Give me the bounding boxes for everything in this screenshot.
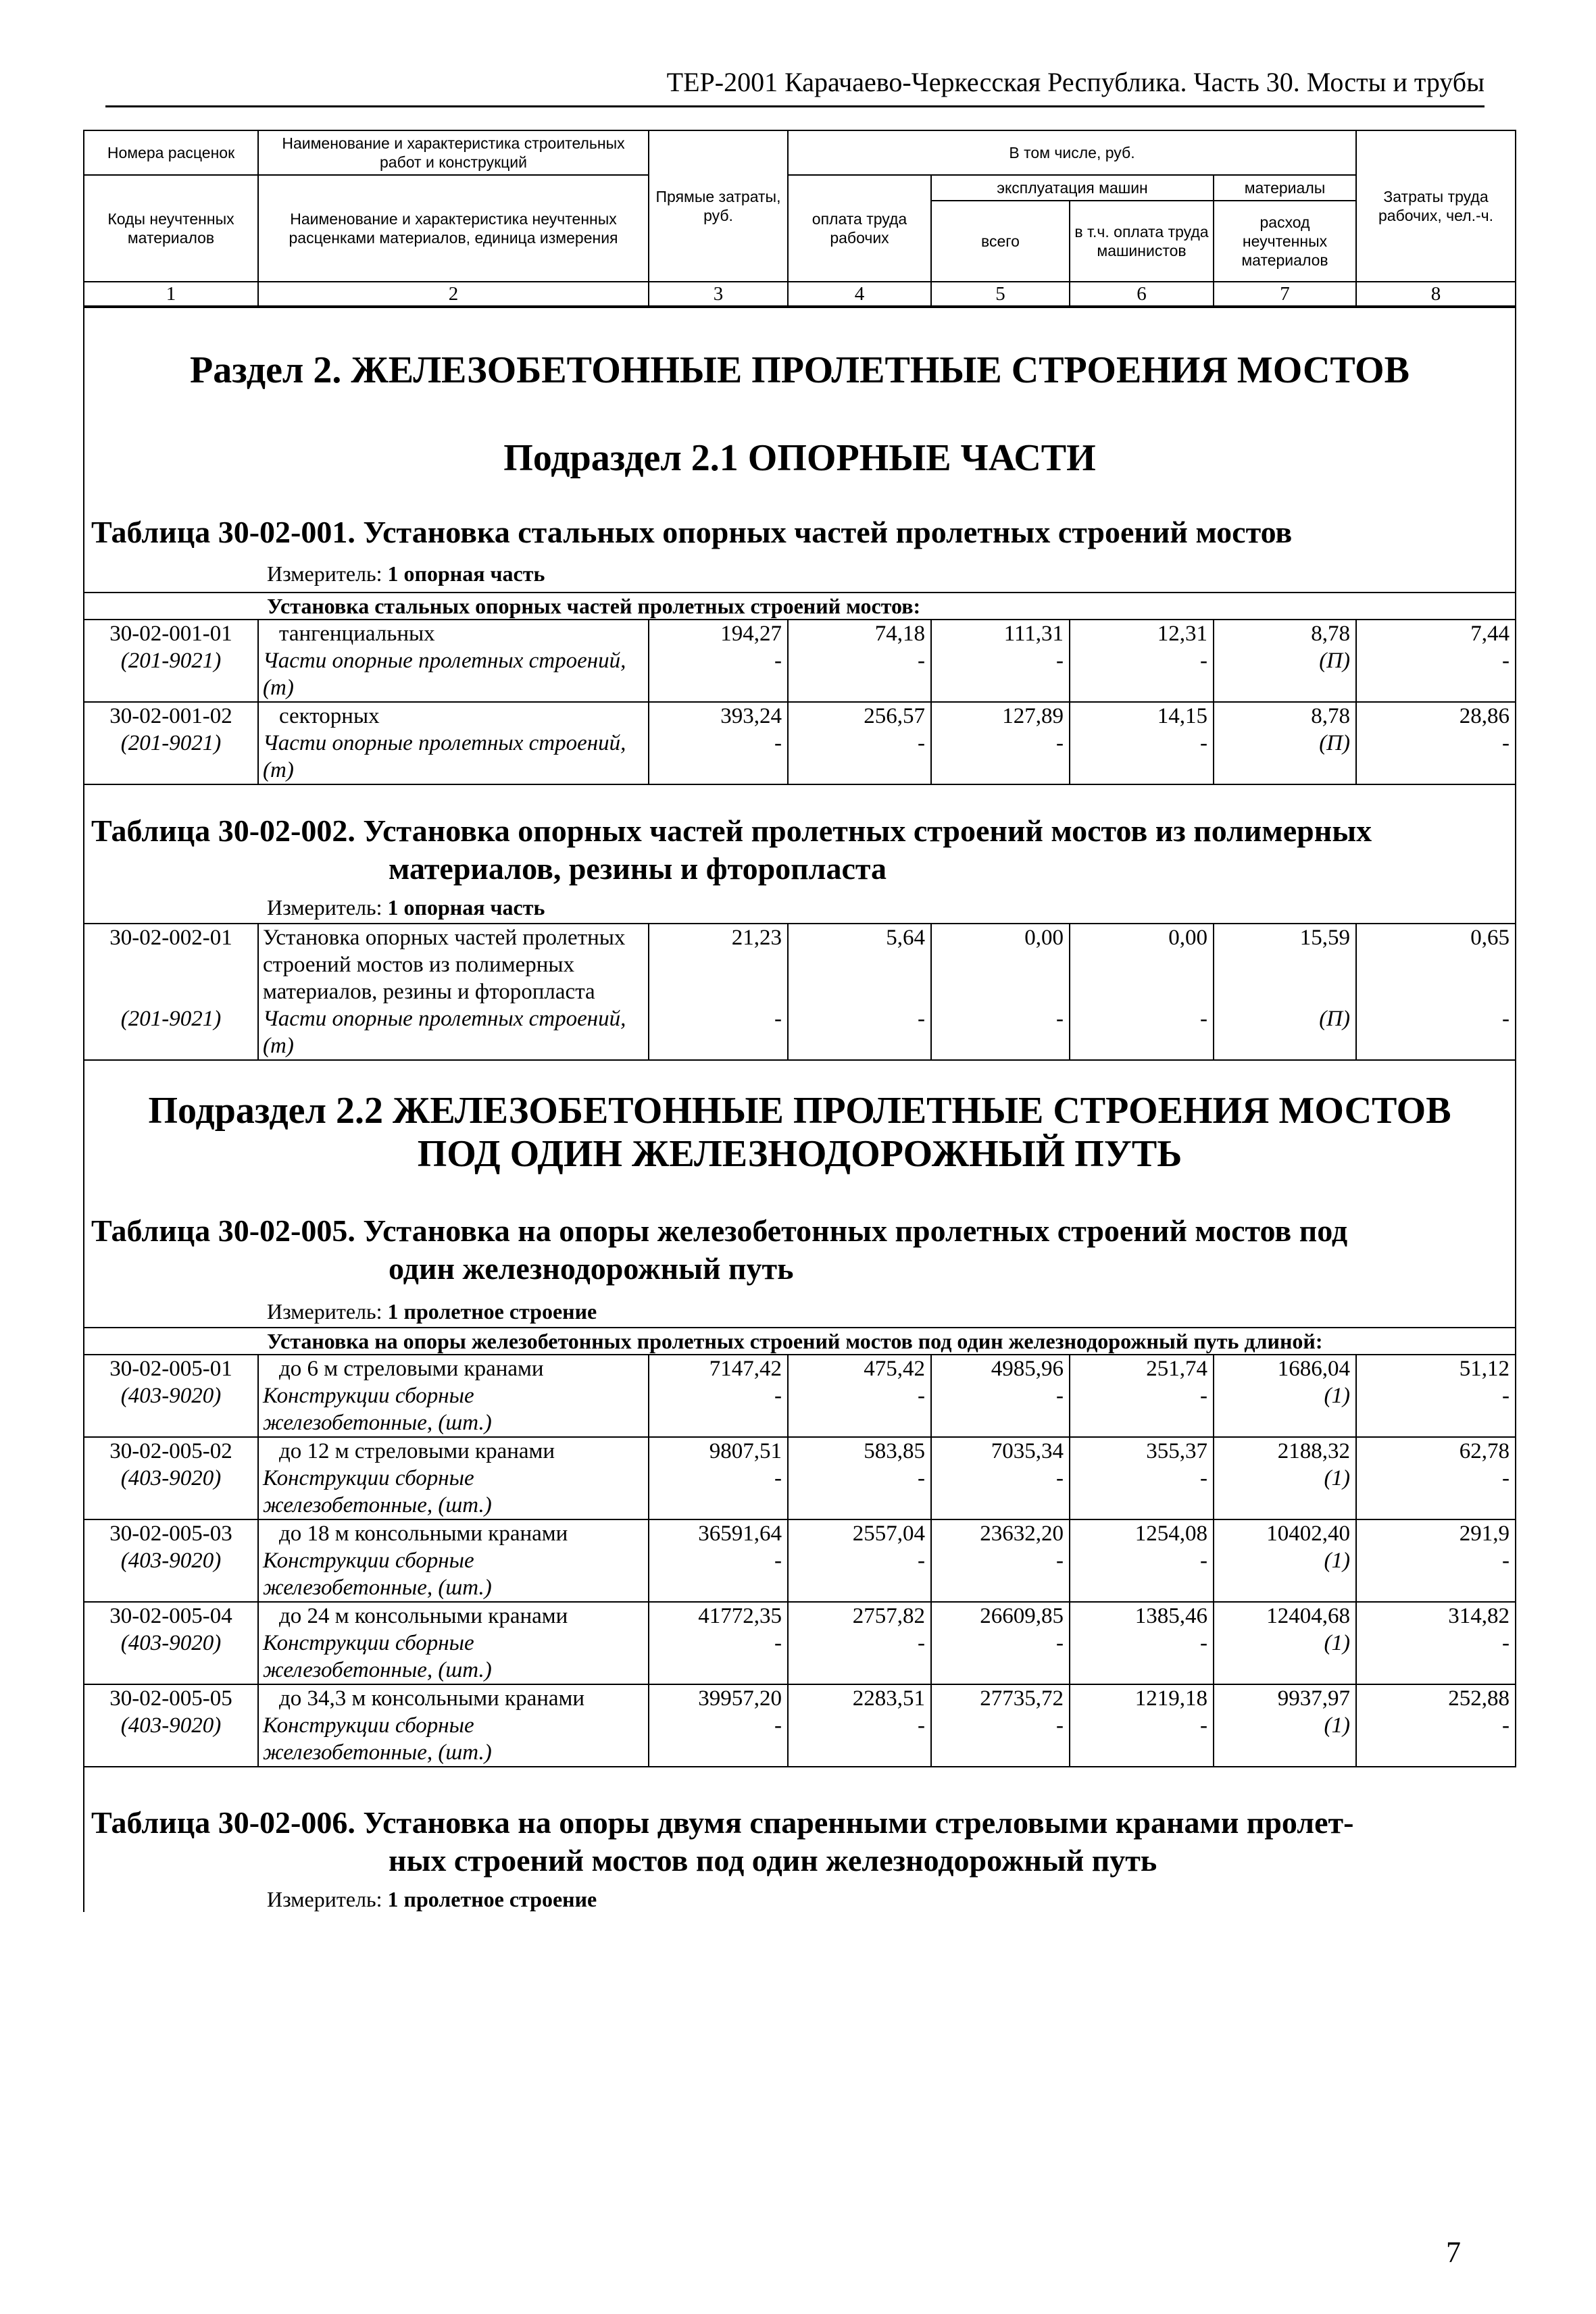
labor-hours: 0,65 — [1356, 924, 1516, 1005]
material-code: (403-9020) — [84, 1630, 258, 1684]
col-number: 6 — [1070, 282, 1214, 307]
machine-cost: 127,89 — [931, 702, 1070, 730]
col-header-material-codes: Коды неучтенных материалов — [84, 175, 258, 282]
measure-line — [84, 895, 1515, 920]
measure-value: 1 пролетное строение — [387, 1299, 597, 1324]
driver-cost: 355,37 — [1070, 1437, 1214, 1465]
labor-hours: 28,86 — [1356, 702, 1516, 730]
labor-cost: 583,85 — [788, 1437, 931, 1465]
material-description: Части опорные пролетных строений, (т) — [258, 730, 649, 784]
material-cost: 2188,32 — [1214, 1437, 1356, 1465]
labor-cost: 2283,51 — [788, 1684, 931, 1712]
col-header-materials: материалы — [1214, 175, 1356, 201]
material-value: - — [1070, 730, 1214, 784]
table-title — [84, 812, 1515, 888]
material-value: - — [1070, 1547, 1214, 1602]
material-value: - — [1356, 730, 1516, 784]
table-title-line: Таблица 30-02-006. Установка на опоры двумя спаренными стреловыми кранами пролет- — [91, 1805, 1354, 1840]
material-code: (403-9020) — [84, 1382, 258, 1437]
material-value: (1) — [1214, 1382, 1356, 1437]
group-heading: Установка на опоры железобетонных пролетных строений мостов под один железнодорожный путь длиной: — [267, 1329, 1323, 1353]
driver-cost: 12,31 — [1070, 620, 1214, 647]
material-value: (П) — [1214, 647, 1356, 702]
rate-description: до 34,3 м консольными кранами — [258, 1684, 649, 1712]
col-number: 4 — [788, 282, 931, 307]
rate-description: до 18 м консольными кранами — [258, 1519, 649, 1547]
rate-code: 30-02-002-01 — [84, 924, 258, 1005]
material-code: (403-9020) — [84, 1712, 258, 1767]
material-value: - — [931, 1382, 1070, 1437]
col-header-codes: Номера расценок — [84, 130, 258, 175]
material-value: (1) — [1214, 1630, 1356, 1684]
material-value: - — [1070, 1712, 1214, 1767]
table-title — [84, 1212, 1515, 1288]
measure-label: Измеритель: — [267, 1887, 382, 1911]
material-value: - — [1356, 1712, 1516, 1767]
col-header-material-use: расход неучтенных материалов — [1214, 201, 1356, 282]
material-value: - — [931, 1547, 1070, 1602]
material-description: Конструкции сборные железобетонные, (шт.) — [258, 1382, 649, 1437]
material-value: - — [649, 1547, 788, 1602]
material-code: (201-9021) — [84, 1005, 258, 1060]
measure-line — [84, 561, 1515, 586]
direct-cost: 393,24 — [649, 702, 788, 730]
labor-hours: 62,78 — [1356, 1437, 1516, 1465]
material-description: Конструкции сборные железобетонные, (шт.) — [258, 1547, 649, 1602]
material-value: - — [931, 730, 1070, 784]
col-header-machines-total: всего — [931, 201, 1070, 282]
page-number: 7 — [1446, 2236, 1461, 2269]
material-value: - — [649, 1005, 788, 1060]
running-header: ТЕР-2001 Карачаево-Черкесская Республика. Часть 30. Мосты и трубы — [666, 67, 1485, 97]
material-value: - — [931, 1630, 1070, 1684]
direct-cost: 36591,64 — [649, 1519, 788, 1547]
material-value: - — [788, 1465, 931, 1519]
material-value: - — [649, 1630, 788, 1684]
material-value: (П) — [1214, 730, 1356, 784]
material-cost: 9937,97 — [1214, 1684, 1356, 1712]
col-number: 2 — [258, 282, 649, 307]
measure-value: 1 опорная часть — [387, 561, 545, 586]
material-cost: 8,78 — [1214, 702, 1356, 730]
table-title-cont: один железнодорожный путь — [389, 1251, 794, 1286]
col-header-direct: Прямые затраты, руб. — [649, 130, 788, 282]
rate-code: 30-02-005-02 — [84, 1437, 258, 1465]
material-value: - — [788, 1712, 931, 1767]
material-cost: 15,59 — [1214, 924, 1356, 1005]
material-cost: 8,78 — [1214, 620, 1356, 647]
direct-cost: 9807,51 — [649, 1437, 788, 1465]
labor-cost: 5,64 — [788, 924, 931, 1005]
col-header-in-that: В том числе, руб. — [788, 130, 1356, 175]
rate-code: 30-02-005-05 — [84, 1684, 258, 1712]
driver-cost: 14,15 — [1070, 702, 1214, 730]
col-header-material-name: Наименование и характеристика неучтенных расценками материалов, единица измерения — [258, 175, 649, 282]
material-description: Конструкции сборные железобетонные, (шт.) — [258, 1630, 649, 1684]
col-header-hours: Затраты труда рабочих, чел.-ч. — [1356, 130, 1516, 282]
rate-code: 30-02-005-04 — [84, 1602, 258, 1630]
col-number: 7 — [1214, 282, 1356, 307]
measure-label: Измеритель: — [267, 561, 382, 586]
rate-description: до 12 м стреловыми кранами — [258, 1437, 649, 1465]
col-number: 5 — [931, 282, 1070, 307]
machine-cost: 111,31 — [931, 620, 1070, 647]
machine-cost: 27735,72 — [931, 1684, 1070, 1712]
group-heading: Установка стальных опорных частей пролетных строений мостов: — [267, 594, 921, 618]
direct-cost: 21,23 — [649, 924, 788, 1005]
col-number: 1 — [84, 282, 258, 307]
labor-hours: 7,44 — [1356, 620, 1516, 647]
driver-cost: 251,74 — [1070, 1355, 1214, 1382]
material-cost: 10402,40 — [1214, 1519, 1356, 1547]
measure-value: 1 опорная часть — [387, 895, 545, 920]
direct-cost: 39957,20 — [649, 1684, 788, 1712]
material-value: - — [788, 1382, 931, 1437]
rate-description: секторных — [258, 702, 649, 730]
material-cost: 1686,04 — [1214, 1355, 1356, 1382]
labor-cost: 74,18 — [788, 620, 931, 647]
table-title-cont: материалов, резины и фторопласта — [389, 851, 887, 886]
driver-cost: 0,00 — [1070, 924, 1214, 1005]
rate-description: Установка опорных частей пролетных строений мостов из полимерных материалов, резины и фторопласта — [258, 924, 649, 1005]
material-value: (1) — [1214, 1547, 1356, 1602]
material-value: - — [1356, 1465, 1516, 1519]
material-value: - — [788, 1547, 931, 1602]
labor-hours: 314,82 — [1356, 1602, 1516, 1630]
measure-label: Измеритель: — [267, 1299, 382, 1324]
material-value: - — [931, 1712, 1070, 1767]
material-value: - — [1356, 1547, 1516, 1602]
labor-cost: 256,57 — [788, 702, 931, 730]
material-code: (403-9020) — [84, 1547, 258, 1602]
material-cost: 12404,68 — [1214, 1602, 1356, 1630]
material-value: - — [788, 647, 931, 702]
material-value: - — [1070, 1005, 1214, 1060]
material-code: (201-9021) — [84, 730, 258, 784]
table-title-line: Таблица 30-02-005. Установка на опоры железобетонных пролетных строений мостов под — [91, 1213, 1348, 1248]
material-value: - — [1356, 647, 1516, 702]
labor-hours: 291,9 — [1356, 1519, 1516, 1547]
subsection-title: Подраздел 2.2 ЖЕЛЕЗОБЕТОННЫЕ ПРОЛЕТНЫЕ СТРОЕНИЯ МОСТОВ — [148, 1090, 1451, 1132]
material-value: (П) — [1214, 1005, 1356, 1060]
material-description: Части опорные пролетных строений, (т) — [258, 1005, 649, 1060]
material-value: - — [1356, 1005, 1516, 1060]
direct-cost: 41772,35 — [649, 1602, 788, 1630]
measure-line — [84, 1886, 1516, 1912]
machine-cost: 7035,34 — [931, 1437, 1070, 1465]
labor-cost: 2557,04 — [788, 1519, 931, 1547]
col-number: 3 — [649, 282, 788, 307]
material-value: - — [1070, 1382, 1214, 1437]
material-value: - — [1070, 1630, 1214, 1684]
material-description: Части опорные пролетных строений, (т) — [258, 647, 649, 702]
driver-cost: 1254,08 — [1070, 1519, 1214, 1547]
section-title: Раздел 2. ЖЕЛЕЗОБЕТОННЫЕ ПРОЛЕТНЫЕ СТРОЕНИЯ МОСТОВ — [190, 349, 1410, 391]
machine-cost: 23632,20 — [931, 1519, 1070, 1547]
col-number: 8 — [1356, 282, 1516, 307]
labor-hours: 51,12 — [1356, 1355, 1516, 1382]
material-value: - — [931, 647, 1070, 702]
rate-description: до 6 м стреловыми кранами — [258, 1355, 649, 1382]
table-title-line: Таблица 30-02-002. Установка опорных частей пролетных строений мостов из полимерных — [91, 813, 1372, 848]
rate-code: 30-02-001-01 — [84, 620, 258, 647]
col-header-drivers: в т.ч. оплата труда машинистов — [1070, 201, 1214, 282]
material-value: - — [788, 730, 931, 784]
driver-cost: 1219,18 — [1070, 1684, 1214, 1712]
material-value: - — [788, 1630, 931, 1684]
direct-cost: 194,27 — [649, 620, 788, 647]
direct-cost: 7147,42 — [649, 1355, 788, 1382]
measure-value: 1 пролетное строение — [387, 1887, 597, 1911]
table-title-cont: ных строений мостов под один железнодорожный путь — [389, 1843, 1157, 1878]
material-value: - — [1070, 647, 1214, 702]
col-header-machines: эксплуатация машин — [931, 175, 1214, 201]
col-header-labor: оплата труда рабочих — [788, 175, 931, 282]
material-value: - — [1356, 1630, 1516, 1684]
material-value: - — [649, 730, 788, 784]
machine-cost: 4985,96 — [931, 1355, 1070, 1382]
measure-line — [84, 1299, 1515, 1324]
driver-cost: 1385,46 — [1070, 1602, 1214, 1630]
table-title: Таблица 30-02-001. Установка стальных опорных частей пролетных строений мостов — [91, 515, 1293, 549]
rates-table — [83, 130, 1516, 1912]
material-value: - — [649, 647, 788, 702]
labor-cost: 475,42 — [788, 1355, 931, 1382]
material-description: Конструкции сборные железобетонные, (шт.) — [258, 1712, 649, 1767]
material-value: - — [788, 1005, 931, 1060]
measure-label: Измеритель: — [267, 895, 382, 920]
rate-code: 30-02-001-02 — [84, 702, 258, 730]
table-title — [84, 1804, 1516, 1880]
rate-description: до 24 м консольными кранами — [258, 1602, 649, 1630]
subsection-title-cont: ПОД ОДИН ЖЕЛЕЗНОДОРОЖНЫЙ ПУТЬ — [417, 1133, 1182, 1175]
machine-cost: 0,00 — [931, 924, 1070, 1005]
material-code: (403-9020) — [84, 1465, 258, 1519]
labor-hours: 252,88 — [1356, 1684, 1516, 1712]
col-header-name: Наименование и характеристика строительных работ и конструкций — [258, 130, 649, 175]
header-rule — [105, 105, 1485, 107]
material-value: (1) — [1214, 1465, 1356, 1519]
rate-code: 30-02-005-03 — [84, 1519, 258, 1547]
material-value: (1) — [1214, 1712, 1356, 1767]
material-value: - — [1070, 1465, 1214, 1519]
material-value: - — [931, 1005, 1070, 1060]
machine-cost: 26609,85 — [931, 1602, 1070, 1630]
labor-cost: 2757,82 — [788, 1602, 931, 1630]
material-value: - — [649, 1465, 788, 1519]
rate-description: тангенциальных — [258, 620, 649, 647]
material-code: (201-9021) — [84, 647, 258, 702]
material-description: Конструкции сборные железобетонные, (шт.) — [258, 1465, 649, 1519]
material-value: - — [649, 1712, 788, 1767]
material-value: - — [649, 1382, 788, 1437]
material-value: - — [1356, 1382, 1516, 1437]
rate-code: 30-02-005-01 — [84, 1355, 258, 1382]
subsection-title: Подраздел 2.1 ОПОРНЫЕ ЧАСТИ — [503, 437, 1096, 479]
material-value: - — [931, 1465, 1070, 1519]
